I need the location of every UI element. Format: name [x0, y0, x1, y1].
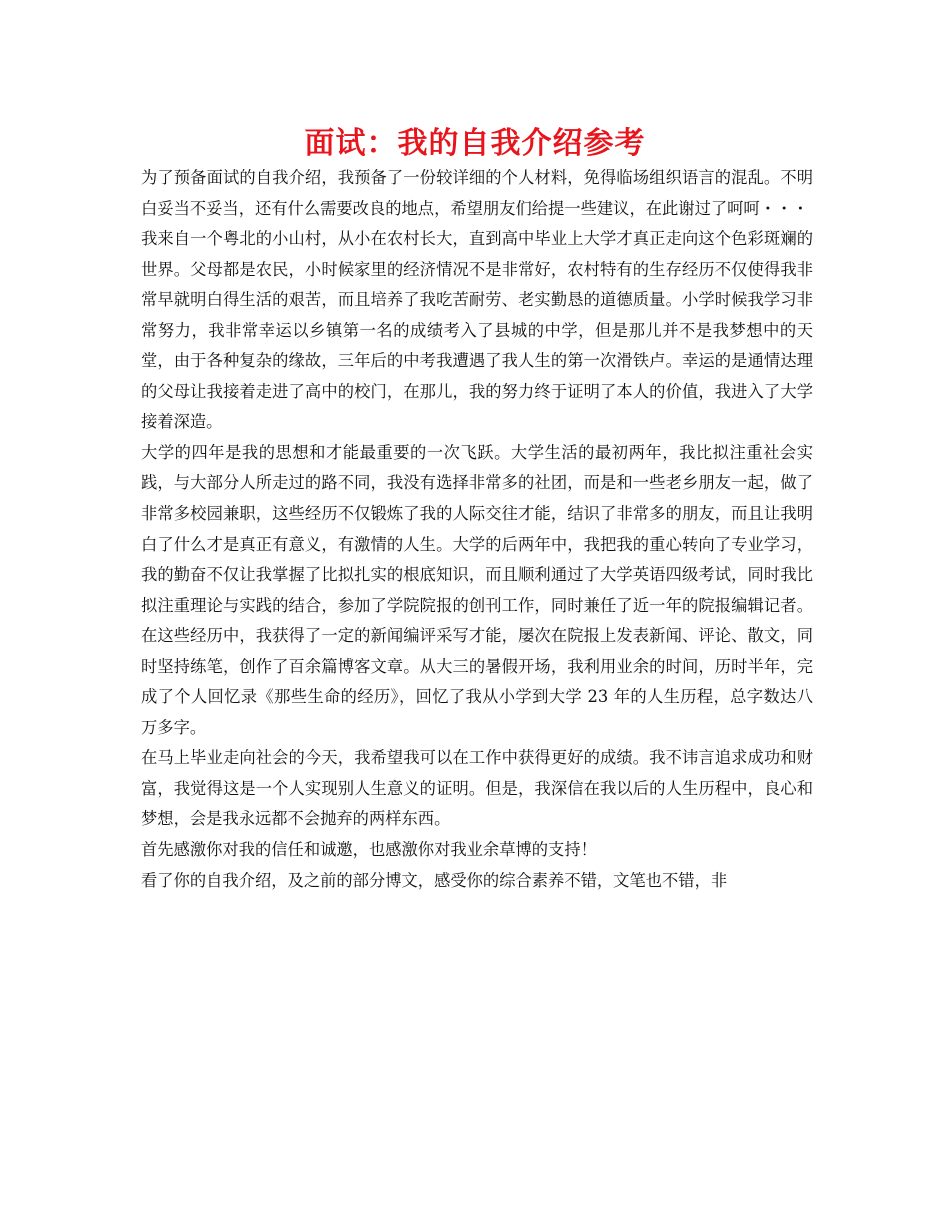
paragraph-university: 大学的四年是我的思想和才能最重要的一次飞跃。大学生活的最初两年，我比拟注重社会实践，与大部分人所走过的路不同，我没有选择非常多的社团，而是和一些老乡朋友一起，做了非常多校园兼职，这些经历不仅锻炼了我的人际交往才能，结识了非常多的朋友，而且让我明白了什么才是真正有意义，有激情的人生。大学的后两年中，我把我的重心转向了专业学习，我的勤奋不仅让我掌握了比拟扎实的根底知识，而且顺利通过了大学英语四级考试，同时我比拟注重理论与实践的结合，参加了学院院报的创刊工作，同时兼任了近一年的院报编辑记者。在这些经历中，我获得了一定的新闻编评采写才能，屡次在院报上发表新闻、评论、散文，同时坚持练笔，创作了百余篇博客文章。从大三的暑假开场，我利用业余的时间，历时半年，完成了个人回忆录《那些生命的经历》，回忆了我从小学到大学 23 年的人生历程，总字数达八万多字。 — [141, 442, 813, 737]
paragraph-feedback: 看了你的自我介绍，及之前的部分博文，感受你的综合素养不错，文笔也不错，非 — [141, 870, 728, 890]
document-body — [141, 163, 813, 896]
paragraph-background: 我来自一个粤北的小山村，从小在农村长大，直到高中毕业上大学才真正走向这个色彩斑斓的世界。父母都是农民，小时候家里的经济情况不是非常好，农村特有的生存经历不仅使得我非常早就明白得生活的艰苦，而且培养了我吃苦耐劳、老实勤恳的道德质量。小学时候我学习非常努力，我非常幸运以乡镇第一名的成绩考入了县城的中学，但是那儿并不是我梦想中的天堂，由于各种复杂的缘故，三年后的中考我遭遇了我人生的第一次滑铁卢。幸运的是通情达理的父母让我接着走进了高中的校门，在那儿，我的努力终于证明了本人的价值，我进入了大学接着深造。 — [141, 229, 813, 432]
paragraph-thanks: 首先感激你对我的信任和诚邀，也感激你对我业余草博的支持！ — [141, 840, 597, 860]
paragraph-intro: 为了预备面试的自我介绍，我预备了一份较详细的个人材料，免得临场组织语言的混乱。不明白妥当不妥当，还有什么需要改良的地点，希望朋友们给提一些建议，在此谢过了呵呵・・・ — [141, 168, 813, 218]
document-title: 面试：我的自我介绍参考 — [304, 126, 646, 161]
paragraph-future: 在马上毕业走向社会的今天，我希望我可以在工作中获得更好的成绩。我不讳言追求成功和财富，我觉得这是一个人实现别人生意义的证明。但是，我深信在我以后的人生历程中，良心和梦想，会是我永远都不会抛弃的两样东西。 — [141, 748, 813, 829]
